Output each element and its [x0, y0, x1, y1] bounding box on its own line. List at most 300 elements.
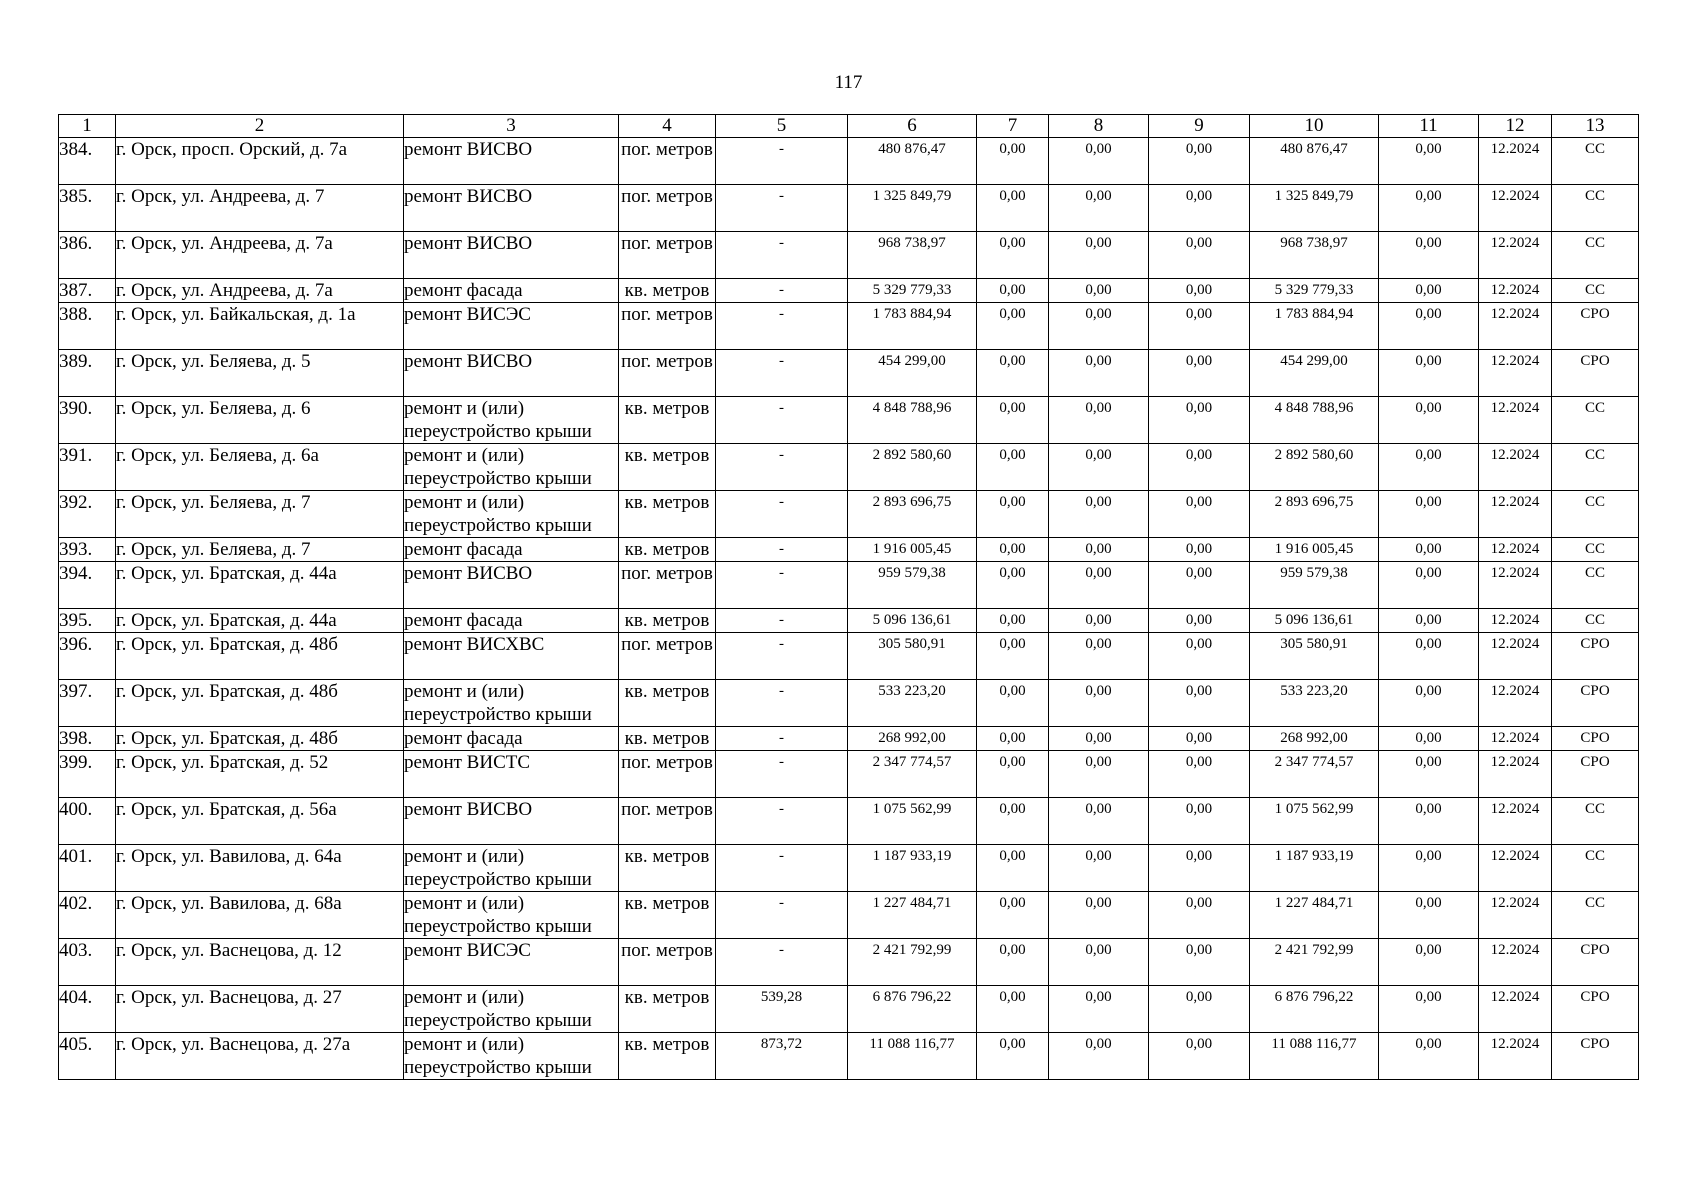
- column-6-cell: 268 992,00: [848, 727, 977, 751]
- column-13-cell: СС: [1552, 609, 1639, 633]
- unit-cell: кв. метров: [619, 491, 716, 538]
- date-cell: 12.2024: [1479, 986, 1552, 1033]
- row-number: 392.: [59, 491, 116, 538]
- column-11-cell: 0,00: [1379, 939, 1479, 986]
- column-5-cell: -: [716, 491, 848, 538]
- column-10-cell: 1 325 849,79: [1250, 185, 1379, 232]
- column-10-cell: 2 892 580,60: [1250, 444, 1379, 491]
- column-number-header: 6: [848, 115, 977, 138]
- table-row: [59, 609, 1639, 633]
- column-8-cell: 0,00: [1049, 397, 1149, 444]
- row-number: 390.: [59, 397, 116, 444]
- address-cell: г. Орск, ул. Братская, д. 48б: [116, 727, 404, 751]
- column-5-cell: 539,28: [716, 986, 848, 1033]
- column-11-cell: 0,00: [1379, 892, 1479, 939]
- column-number-header: 5: [716, 115, 848, 138]
- column-7-cell: 0,00: [977, 279, 1049, 303]
- column-7-cell: 0,00: [977, 1033, 1049, 1080]
- date-cell: 12.2024: [1479, 138, 1552, 185]
- work-type-cell: ремонт ВИСВО: [404, 798, 619, 845]
- column-6-cell: 5 329 779,33: [848, 279, 977, 303]
- work-type-cell: ремонт и (или) переустройство крыши: [404, 397, 619, 444]
- column-5-cell: -: [716, 845, 848, 892]
- row-number: 403.: [59, 939, 116, 986]
- column-9-cell: 0,00: [1149, 538, 1250, 562]
- row-number: 393.: [59, 538, 116, 562]
- column-7-cell: 0,00: [977, 562, 1049, 609]
- column-9-cell: 0,00: [1149, 1033, 1250, 1080]
- column-13-cell: СРО: [1552, 751, 1639, 798]
- table-row: [59, 986, 1639, 1033]
- column-11-cell: 0,00: [1379, 633, 1479, 680]
- column-5-cell: -: [716, 727, 848, 751]
- column-10-cell: 11 088 116,77: [1250, 1033, 1379, 1080]
- column-10-cell: 268 992,00: [1250, 727, 1379, 751]
- work-type-cell: ремонт фасада: [404, 279, 619, 303]
- column-6-cell: 1 227 484,71: [848, 892, 977, 939]
- column-7-cell: 0,00: [977, 538, 1049, 562]
- work-type-cell: ремонт фасада: [404, 538, 619, 562]
- column-11-cell: 0,00: [1379, 845, 1479, 892]
- row-number: 401.: [59, 845, 116, 892]
- column-11-cell: 0,00: [1379, 1033, 1479, 1080]
- column-6-cell: 533 223,20: [848, 680, 977, 727]
- column-8-cell: 0,00: [1049, 727, 1149, 751]
- column-6-cell: 4 848 788,96: [848, 397, 977, 444]
- column-13-cell: СС: [1552, 232, 1639, 279]
- row-number: 405.: [59, 1033, 116, 1080]
- column-5-cell: -: [716, 232, 848, 279]
- table-row: [59, 727, 1639, 751]
- column-number-header: 11: [1379, 115, 1479, 138]
- column-8-cell: 0,00: [1049, 939, 1149, 986]
- column-11-cell: 0,00: [1379, 562, 1479, 609]
- unit-cell: кв. метров: [619, 279, 716, 303]
- column-9-cell: 0,00: [1149, 727, 1250, 751]
- column-9-cell: 0,00: [1149, 986, 1250, 1033]
- column-13-cell: СРО: [1552, 1033, 1639, 1080]
- column-7-cell: 0,00: [977, 798, 1049, 845]
- column-8-cell: 0,00: [1049, 279, 1149, 303]
- column-7-cell: 0,00: [977, 986, 1049, 1033]
- column-13-cell: СС: [1552, 562, 1639, 609]
- address-cell: г. Орск, ул. Беляева, д. 6а: [116, 444, 404, 491]
- work-type-cell: ремонт и (или) переустройство крыши: [404, 444, 619, 491]
- address-cell: г. Орск, ул. Братская, д. 48б: [116, 680, 404, 727]
- address-cell: г. Орск, ул. Беляева, д. 7: [116, 491, 404, 538]
- table-row: [59, 138, 1639, 185]
- column-9-cell: 0,00: [1149, 185, 1250, 232]
- row-number: 395.: [59, 609, 116, 633]
- column-10-cell: 968 738,97: [1250, 232, 1379, 279]
- work-type-cell: ремонт ВИСЭС: [404, 939, 619, 986]
- column-7-cell: 0,00: [977, 727, 1049, 751]
- table-row: [59, 538, 1639, 562]
- column-number-row: [59, 115, 1639, 138]
- column-6-cell: 454 299,00: [848, 350, 977, 397]
- column-6-cell: 480 876,47: [848, 138, 977, 185]
- column-10-cell: 5 096 136,61: [1250, 609, 1379, 633]
- date-cell: 12.2024: [1479, 892, 1552, 939]
- address-cell: г. Орск, ул. Андреева, д. 7: [116, 185, 404, 232]
- address-cell: г. Орск, ул. Андреева, д. 7а: [116, 232, 404, 279]
- column-7-cell: 0,00: [977, 232, 1049, 279]
- column-10-cell: 2 893 696,75: [1250, 491, 1379, 538]
- column-6-cell: 1 325 849,79: [848, 185, 977, 232]
- column-5-cell: -: [716, 609, 848, 633]
- column-13-cell: СС: [1552, 892, 1639, 939]
- column-13-cell: СРО: [1552, 986, 1639, 1033]
- unit-cell: кв. метров: [619, 892, 716, 939]
- row-number: 399.: [59, 751, 116, 798]
- table-row: [59, 680, 1639, 727]
- column-8-cell: 0,00: [1049, 232, 1149, 279]
- address-cell: г. Орск, ул. Байкальская, д. 1а: [116, 303, 404, 350]
- column-9-cell: 0,00: [1149, 609, 1250, 633]
- column-10-cell: 5 329 779,33: [1250, 279, 1379, 303]
- column-7-cell: 0,00: [977, 939, 1049, 986]
- column-8-cell: 0,00: [1049, 138, 1149, 185]
- row-number: 386.: [59, 232, 116, 279]
- column-number-header: 10: [1250, 115, 1379, 138]
- table-row: [59, 444, 1639, 491]
- column-10-cell: 1 075 562,99: [1250, 798, 1379, 845]
- column-7-cell: 0,00: [977, 751, 1049, 798]
- column-8-cell: 0,00: [1049, 680, 1149, 727]
- address-cell: г. Орск, ул. Беляева, д. 6: [116, 397, 404, 444]
- column-7-cell: 0,00: [977, 350, 1049, 397]
- column-10-cell: 1 187 933,19: [1250, 845, 1379, 892]
- column-9-cell: 0,00: [1149, 680, 1250, 727]
- table-row: [59, 845, 1639, 892]
- page-number: 117: [834, 72, 863, 93]
- column-13-cell: СРО: [1552, 350, 1639, 397]
- column-6-cell: 2 421 792,99: [848, 939, 977, 986]
- unit-cell: кв. метров: [619, 680, 716, 727]
- table-row: [59, 232, 1639, 279]
- table-row: [59, 303, 1639, 350]
- column-11-cell: 0,00: [1379, 680, 1479, 727]
- work-type-cell: ремонт и (или) переустройство крыши: [404, 491, 619, 538]
- column-9-cell: 0,00: [1149, 892, 1250, 939]
- column-11-cell: 0,00: [1379, 279, 1479, 303]
- unit-cell: пог. метров: [619, 138, 716, 185]
- table-row: [59, 491, 1639, 538]
- column-11-cell: 0,00: [1379, 444, 1479, 491]
- table-row: [59, 350, 1639, 397]
- column-7-cell: 0,00: [977, 633, 1049, 680]
- row-number: 404.: [59, 986, 116, 1033]
- table-body: [59, 138, 1639, 1080]
- column-11-cell: 0,00: [1379, 986, 1479, 1033]
- column-9-cell: 0,00: [1149, 303, 1250, 350]
- column-5-cell: -: [716, 279, 848, 303]
- column-5-cell: -: [716, 939, 848, 986]
- column-7-cell: 0,00: [977, 397, 1049, 444]
- column-9-cell: 0,00: [1149, 751, 1250, 798]
- column-11-cell: 0,00: [1379, 751, 1479, 798]
- column-7-cell: 0,00: [977, 609, 1049, 633]
- row-number: 387.: [59, 279, 116, 303]
- column-number-header: 3: [404, 115, 619, 138]
- unit-cell: кв. метров: [619, 609, 716, 633]
- column-9-cell: 0,00: [1149, 939, 1250, 986]
- unit-cell: пог. метров: [619, 350, 716, 397]
- column-13-cell: СРО: [1552, 633, 1639, 680]
- column-7-cell: 0,00: [977, 845, 1049, 892]
- address-cell: г. Орск, ул. Братская, д. 44а: [116, 562, 404, 609]
- column-11-cell: 0,00: [1379, 303, 1479, 350]
- table-row: [59, 1033, 1639, 1080]
- row-number: 398.: [59, 727, 116, 751]
- work-type-cell: ремонт ВИСВО: [404, 350, 619, 397]
- column-number-header: 4: [619, 115, 716, 138]
- date-cell: 12.2024: [1479, 303, 1552, 350]
- column-6-cell: 1 916 005,45: [848, 538, 977, 562]
- unit-cell: кв. метров: [619, 727, 716, 751]
- column-10-cell: 1 916 005,45: [1250, 538, 1379, 562]
- column-10-cell: 1 783 884,94: [1250, 303, 1379, 350]
- unit-cell: кв. метров: [619, 986, 716, 1033]
- column-5-cell: -: [716, 303, 848, 350]
- column-5-cell: -: [716, 397, 848, 444]
- table-row: [59, 185, 1639, 232]
- table-row: [59, 892, 1639, 939]
- column-13-cell: СС: [1552, 538, 1639, 562]
- row-number: 384.: [59, 138, 116, 185]
- column-6-cell: 2 347 774,57: [848, 751, 977, 798]
- column-13-cell: СС: [1552, 138, 1639, 185]
- column-10-cell: 454 299,00: [1250, 350, 1379, 397]
- column-13-cell: СС: [1552, 397, 1639, 444]
- work-type-cell: ремонт фасада: [404, 727, 619, 751]
- column-number-header: 9: [1149, 115, 1250, 138]
- column-13-cell: СС: [1552, 185, 1639, 232]
- column-13-cell: СРО: [1552, 939, 1639, 986]
- row-number: 385.: [59, 185, 116, 232]
- column-5-cell: -: [716, 562, 848, 609]
- date-cell: 12.2024: [1479, 798, 1552, 845]
- column-13-cell: СРО: [1552, 303, 1639, 350]
- row-number: 388.: [59, 303, 116, 350]
- date-cell: 12.2024: [1479, 939, 1552, 986]
- column-5-cell: -: [716, 798, 848, 845]
- column-9-cell: 0,00: [1149, 350, 1250, 397]
- unit-cell: пог. метров: [619, 751, 716, 798]
- column-8-cell: 0,00: [1049, 350, 1149, 397]
- column-9-cell: 0,00: [1149, 491, 1250, 538]
- column-10-cell: 533 223,20: [1250, 680, 1379, 727]
- column-11-cell: 0,00: [1379, 798, 1479, 845]
- address-cell: г. Орск, просп. Орский, д. 7а: [116, 138, 404, 185]
- unit-cell: кв. метров: [619, 538, 716, 562]
- date-cell: 12.2024: [1479, 845, 1552, 892]
- column-8-cell: 0,00: [1049, 798, 1149, 845]
- unit-cell: пог. метров: [619, 562, 716, 609]
- date-cell: 12.2024: [1479, 562, 1552, 609]
- unit-cell: кв. метров: [619, 845, 716, 892]
- column-10-cell: 480 876,47: [1250, 138, 1379, 185]
- column-7-cell: 0,00: [977, 680, 1049, 727]
- column-7-cell: 0,00: [977, 185, 1049, 232]
- column-8-cell: 0,00: [1049, 751, 1149, 798]
- column-10-cell: 4 848 788,96: [1250, 397, 1379, 444]
- column-9-cell: 0,00: [1149, 397, 1250, 444]
- date-cell: 12.2024: [1479, 727, 1552, 751]
- work-type-cell: ремонт ВИСВО: [404, 185, 619, 232]
- column-11-cell: 0,00: [1379, 138, 1479, 185]
- column-number-header: 12: [1479, 115, 1552, 138]
- column-8-cell: 0,00: [1049, 986, 1149, 1033]
- unit-cell: пог. метров: [619, 303, 716, 350]
- table-row: [59, 798, 1639, 845]
- column-10-cell: 2 421 792,99: [1250, 939, 1379, 986]
- column-6-cell: 6 876 796,22: [848, 986, 977, 1033]
- row-number: 389.: [59, 350, 116, 397]
- work-type-cell: ремонт и (или) переустройство крыши: [404, 986, 619, 1033]
- date-cell: 12.2024: [1479, 397, 1552, 444]
- column-5-cell: -: [716, 633, 848, 680]
- column-10-cell: 6 876 796,22: [1250, 986, 1379, 1033]
- column-number-header: 1: [59, 115, 116, 138]
- address-cell: г. Орск, ул. Васнецова, д. 27а: [116, 1033, 404, 1080]
- address-cell: г. Орск, ул. Братская, д. 48б: [116, 633, 404, 680]
- row-number: 400.: [59, 798, 116, 845]
- address-cell: г. Орск, ул. Беляева, д. 5: [116, 350, 404, 397]
- table-row: [59, 279, 1639, 303]
- work-type-cell: ремонт ВИСВО: [404, 138, 619, 185]
- date-cell: 12.2024: [1479, 444, 1552, 491]
- column-number-header: 8: [1049, 115, 1149, 138]
- address-cell: г. Орск, ул. Вавилова, д. 64а: [116, 845, 404, 892]
- column-8-cell: 0,00: [1049, 491, 1149, 538]
- column-8-cell: 0,00: [1049, 845, 1149, 892]
- column-6-cell: 968 738,97: [848, 232, 977, 279]
- column-8-cell: 0,00: [1049, 633, 1149, 680]
- column-8-cell: 0,00: [1049, 1033, 1149, 1080]
- table-row: [59, 751, 1639, 798]
- column-11-cell: 0,00: [1379, 491, 1479, 538]
- column-7-cell: 0,00: [977, 892, 1049, 939]
- column-10-cell: 305 580,91: [1250, 633, 1379, 680]
- column-13-cell: СРО: [1552, 727, 1639, 751]
- column-9-cell: 0,00: [1149, 633, 1250, 680]
- column-6-cell: 2 893 696,75: [848, 491, 977, 538]
- date-cell: 12.2024: [1479, 680, 1552, 727]
- date-cell: 12.2024: [1479, 609, 1552, 633]
- address-cell: г. Орск, ул. Вавилова, д. 68а: [116, 892, 404, 939]
- address-cell: г. Орск, ул. Братская, д. 52: [116, 751, 404, 798]
- date-cell: 12.2024: [1479, 1033, 1552, 1080]
- table-row: [59, 633, 1639, 680]
- row-number: 396.: [59, 633, 116, 680]
- column-11-cell: 0,00: [1379, 727, 1479, 751]
- column-13-cell: СС: [1552, 845, 1639, 892]
- address-cell: г. Орск, ул. Братская, д. 56а: [116, 798, 404, 845]
- column-number-header: 2: [116, 115, 404, 138]
- column-6-cell: 2 892 580,60: [848, 444, 977, 491]
- work-type-cell: ремонт ВИСХВС: [404, 633, 619, 680]
- column-7-cell: 0,00: [977, 303, 1049, 350]
- date-cell: 12.2024: [1479, 538, 1552, 562]
- address-cell: г. Орск, ул. Беляева, д. 7: [116, 538, 404, 562]
- column-8-cell: 0,00: [1049, 444, 1149, 491]
- column-11-cell: 0,00: [1379, 350, 1479, 397]
- unit-cell: пог. метров: [619, 232, 716, 279]
- work-type-cell: ремонт ВИСЭС: [404, 303, 619, 350]
- unit-cell: кв. метров: [619, 1033, 716, 1080]
- address-cell: г. Орск, ул. Братская, д. 44а: [116, 609, 404, 633]
- date-cell: 12.2024: [1479, 232, 1552, 279]
- column-11-cell: 0,00: [1379, 609, 1479, 633]
- column-9-cell: 0,00: [1149, 845, 1250, 892]
- column-8-cell: 0,00: [1049, 538, 1149, 562]
- column-11-cell: 0,00: [1379, 397, 1479, 444]
- column-6-cell: 11 088 116,77: [848, 1033, 977, 1080]
- address-cell: г. Орск, ул. Васнецова, д. 12: [116, 939, 404, 986]
- column-5-cell: -: [716, 538, 848, 562]
- column-9-cell: 0,00: [1149, 798, 1250, 845]
- work-type-cell: ремонт и (или) переустройство крыши: [404, 845, 619, 892]
- column-5-cell: -: [716, 185, 848, 232]
- address-cell: г. Орск, ул. Андреева, д. 7а: [116, 279, 404, 303]
- column-9-cell: 0,00: [1149, 232, 1250, 279]
- work-type-cell: ремонт фасада: [404, 609, 619, 633]
- table-row: [59, 562, 1639, 609]
- column-10-cell: 1 227 484,71: [1250, 892, 1379, 939]
- column-13-cell: СС: [1552, 444, 1639, 491]
- date-cell: 12.2024: [1479, 491, 1552, 538]
- column-8-cell: 0,00: [1049, 303, 1149, 350]
- column-8-cell: 0,00: [1049, 562, 1149, 609]
- column-5-cell: -: [716, 138, 848, 185]
- column-11-cell: 0,00: [1379, 185, 1479, 232]
- unit-cell: кв. метров: [619, 444, 716, 491]
- column-6-cell: 959 579,38: [848, 562, 977, 609]
- column-8-cell: 0,00: [1049, 185, 1149, 232]
- column-6-cell: 1 187 933,19: [848, 845, 977, 892]
- column-9-cell: 0,00: [1149, 279, 1250, 303]
- column-9-cell: 0,00: [1149, 138, 1250, 185]
- date-cell: 12.2024: [1479, 751, 1552, 798]
- column-6-cell: 5 096 136,61: [848, 609, 977, 633]
- column-9-cell: 0,00: [1149, 562, 1250, 609]
- row-number: 397.: [59, 680, 116, 727]
- column-6-cell: 1 075 562,99: [848, 798, 977, 845]
- row-number: 394.: [59, 562, 116, 609]
- column-13-cell: СС: [1552, 798, 1639, 845]
- capital-repair-table: [58, 114, 1639, 1080]
- work-type-cell: ремонт ВИСВО: [404, 232, 619, 279]
- column-7-cell: 0,00: [977, 138, 1049, 185]
- column-9-cell: 0,00: [1149, 444, 1250, 491]
- column-5-cell: -: [716, 680, 848, 727]
- column-5-cell: -: [716, 350, 848, 397]
- date-cell: 12.2024: [1479, 279, 1552, 303]
- unit-cell: пог. метров: [619, 798, 716, 845]
- unit-cell: пог. метров: [619, 633, 716, 680]
- column-13-cell: СС: [1552, 491, 1639, 538]
- column-8-cell: 0,00: [1049, 892, 1149, 939]
- date-cell: 12.2024: [1479, 633, 1552, 680]
- column-6-cell: 1 783 884,94: [848, 303, 977, 350]
- work-type-cell: ремонт и (или) переустройство крыши: [404, 680, 619, 727]
- address-cell: г. Орск, ул. Васнецова, д. 27: [116, 986, 404, 1033]
- unit-cell: пог. метров: [619, 939, 716, 986]
- column-8-cell: 0,00: [1049, 609, 1149, 633]
- column-5-cell: -: [716, 892, 848, 939]
- column-6-cell: 305 580,91: [848, 633, 977, 680]
